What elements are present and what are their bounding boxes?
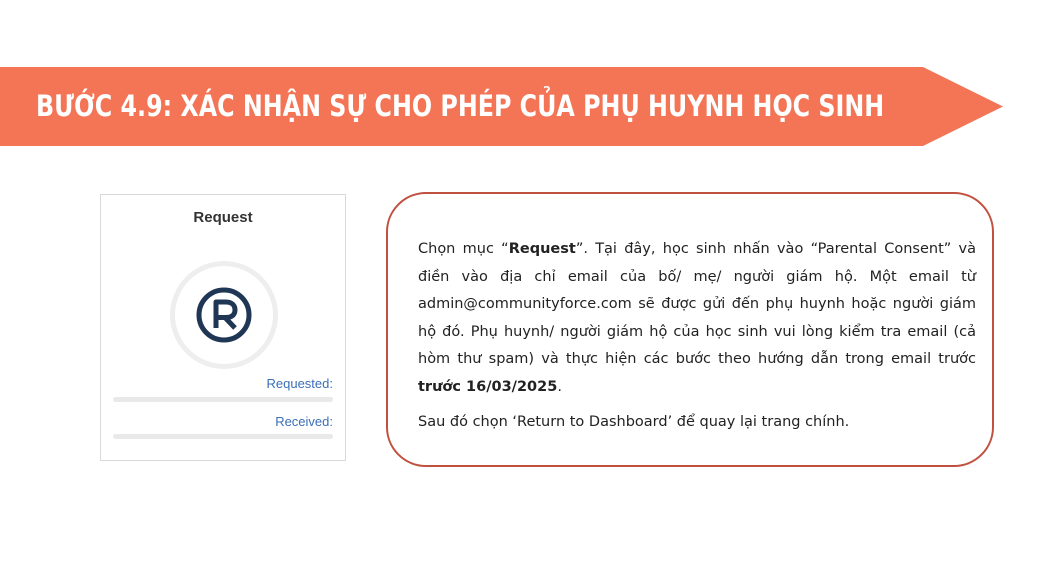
step-banner bbox=[0, 67, 1003, 146]
instructions-box bbox=[386, 192, 994, 467]
instruction-text-segment: Chọn mục “ bbox=[418, 241, 509, 257]
instructions-paragraph-2: Sau đó chọn ‘Return to Dashboard’ để quay lại trang chính. bbox=[418, 414, 850, 430]
instructions-text bbox=[418, 236, 976, 437]
received-progress-bar bbox=[113, 434, 333, 439]
requested-label: Requested: bbox=[266, 376, 333, 391]
request-card-title: Request bbox=[193, 209, 253, 226]
requested-progress-bar bbox=[113, 397, 333, 402]
received-label: Received: bbox=[275, 414, 333, 429]
registered-icon bbox=[195, 286, 253, 344]
instruction-highlight-request: Request bbox=[508, 241, 576, 257]
instruction-text-segment: ”. Tại đây, học sinh nhấn vào “Parental Consent” và điền vào địa chỉ email của bố/ mẹ/ người giám hộ. Một email từ admin@communityforce.com sẽ được gửi đến phụ huynh hoặc người giám hộ đó. Phụ huynh/ người giám hộ của học sinh vui lòng kiểm tra email (cả hòm thư spam) và thực hiện các bước theo hướng dẫn trong email trước bbox=[418, 241, 976, 367]
banner-title: BƯỚC 4.9: XÁC NHẬN SỰ CHO PHÉP CỦA PHỤ HUYNH HỌC SINH bbox=[36, 89, 885, 123]
instruction-highlight-deadline: trước 16/03/2025 bbox=[418, 378, 558, 395]
instruction-text-segment: . bbox=[557, 378, 562, 395]
instructions-paragraph-1 bbox=[418, 236, 976, 401]
request-button[interactable] bbox=[170, 261, 278, 369]
request-card bbox=[100, 194, 346, 461]
